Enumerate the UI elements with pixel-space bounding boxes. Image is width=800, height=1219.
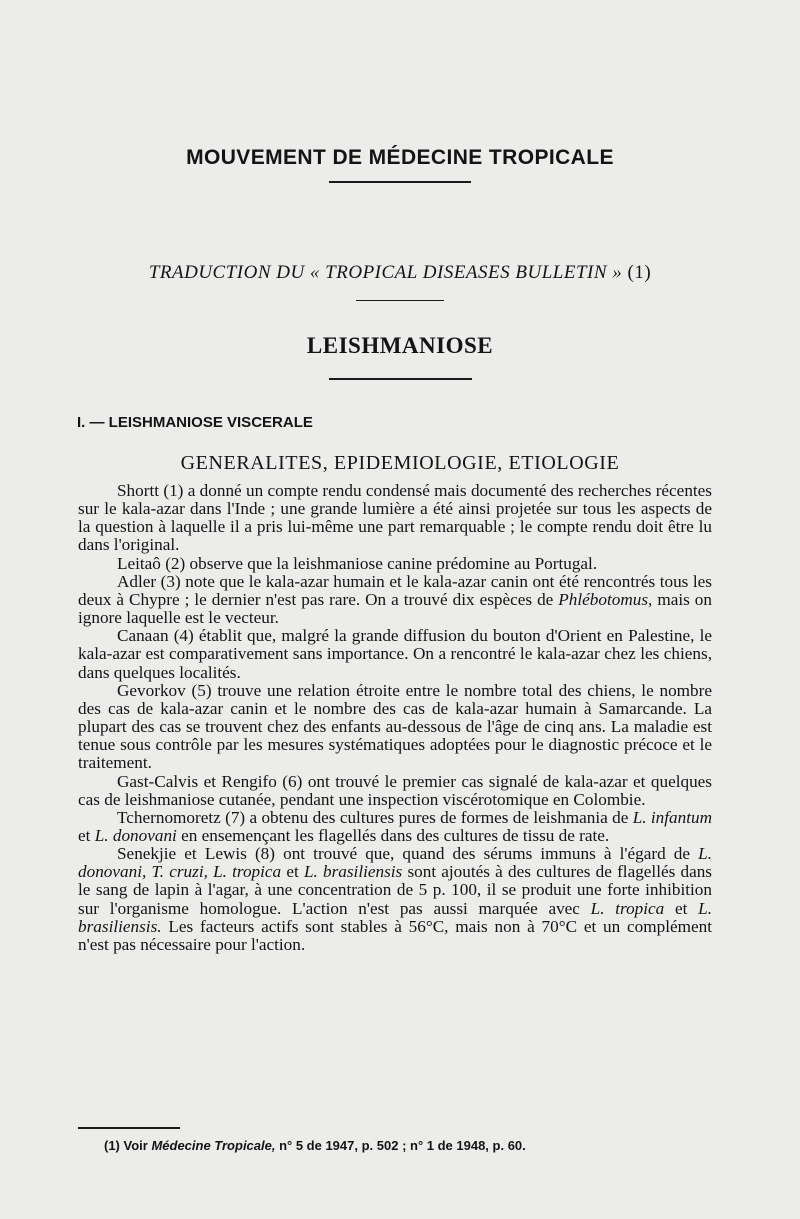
page-header-title: MOUVEMENT DE MÉDECINE TROPICALE (186, 146, 614, 169)
paragraph-gast-calvis: Gast-Calvis et Rengifo (6) ont trouvé le premier cas signalé de kala-azar et quelques cas de leishmaniose cutanée, pendant une inspection viscérotomique en Colombie. (78, 771, 712, 809)
header-divider (329, 181, 471, 183)
part-heading: I. — LEISHMANIOSE VISCERALE (77, 414, 313, 431)
subtitle-divider (356, 300, 444, 301)
subsection-heading: GENERALITES, EPIDEMIOLOGIE, ETIOLOGIE (180, 452, 620, 474)
footnote: (1) Voir Médecine Tropicale, n° 5 de 1947, p. 502 ; n° 1 de 1948, p. 60. (104, 1138, 526, 1153)
article-body (78, 482, 712, 954)
section-divider (329, 378, 472, 380)
paragraph-leitao: Leitaô (2) observe que la leishmaniose canine prédomine au Portugal. (117, 553, 598, 573)
paragraph-adler: Adler (3) note que le kala-azar humain et le kala-azar canin ont été rencontrés tous les deux à Chypre ; le dernier n'est pas rare. On a trouvé dix espèces de Phlébotomus, mais on ignore laquelle est le vecteur. (78, 571, 712, 628)
translation-subtitle (0, 262, 800, 284)
section-title: LEISHMANIOSE (306, 333, 494, 358)
paragraph-tchernomoretz: Tchernomoretz (7) a obtenu des cultures pures de formes de leishmania de L. infantum et L. donovani en ensemençant les flagellés dans des cultures de tissu de rate. (78, 807, 712, 845)
subtitle-footnote-ref: (1) (627, 262, 652, 283)
subtitle-text: TRADUCTION DU « TROPICAL DISEASES BULLETIN » (148, 262, 623, 283)
paragraph-shortt: Shortt (1) a donné un compte rendu condensé mais documenté des recherches récentes sur le kala-azar dans l'Inde ; une grande lumière a été ainsi projetée sur tous les aspects de la question à laquelle il a pris lui-même une part remarquable ; le compte rendu doit être lu dans l'original. (78, 481, 712, 555)
paragraph-gevorkov: Gevorkov (5) trouve une relation étroite entre le nombre total des chiens, le nombre des cas de kala-azar canin et le nombre des cas de kala-azar humain à Samarcande. La plupart des cas se trouvent chez des enfants au-dessous de l'âge de cinq ans. La maladie est tenue sous contrôle par les mesures systématiques adoptées pour le diagnostic précoce et le traitement. (78, 680, 712, 773)
footnote-divider (78, 1127, 180, 1129)
paragraph-senekjie: Senekjie et Lewis (8) ont trouvé que, quand des sérums immuns à l'égard de L. donovani, T. cruzi, L. tropica et L. brasiliensis sont ajoutés à des cultures de flagellés dans le sang de lapin à l'agar, à une concentration de 5 p. 100, il se produit une forte inhibition sur l'organisme homologue. L'action n'est pas aussi marquée avec L. tropica et L. brasiliensis. Les facteurs actifs sont stables à 56°C, mais non à 70°C et un complément n'est pas nécessaire pour l'action. (78, 844, 713, 954)
paragraph-canaan: Canaan (4) établit que, malgré la grande diffusion du bouton d'Orient en Palestine, le kala-azar est comparativement sans importance. On a rencontré le kala-azar chez les chiens, dans quelques localités. (78, 626, 712, 682)
